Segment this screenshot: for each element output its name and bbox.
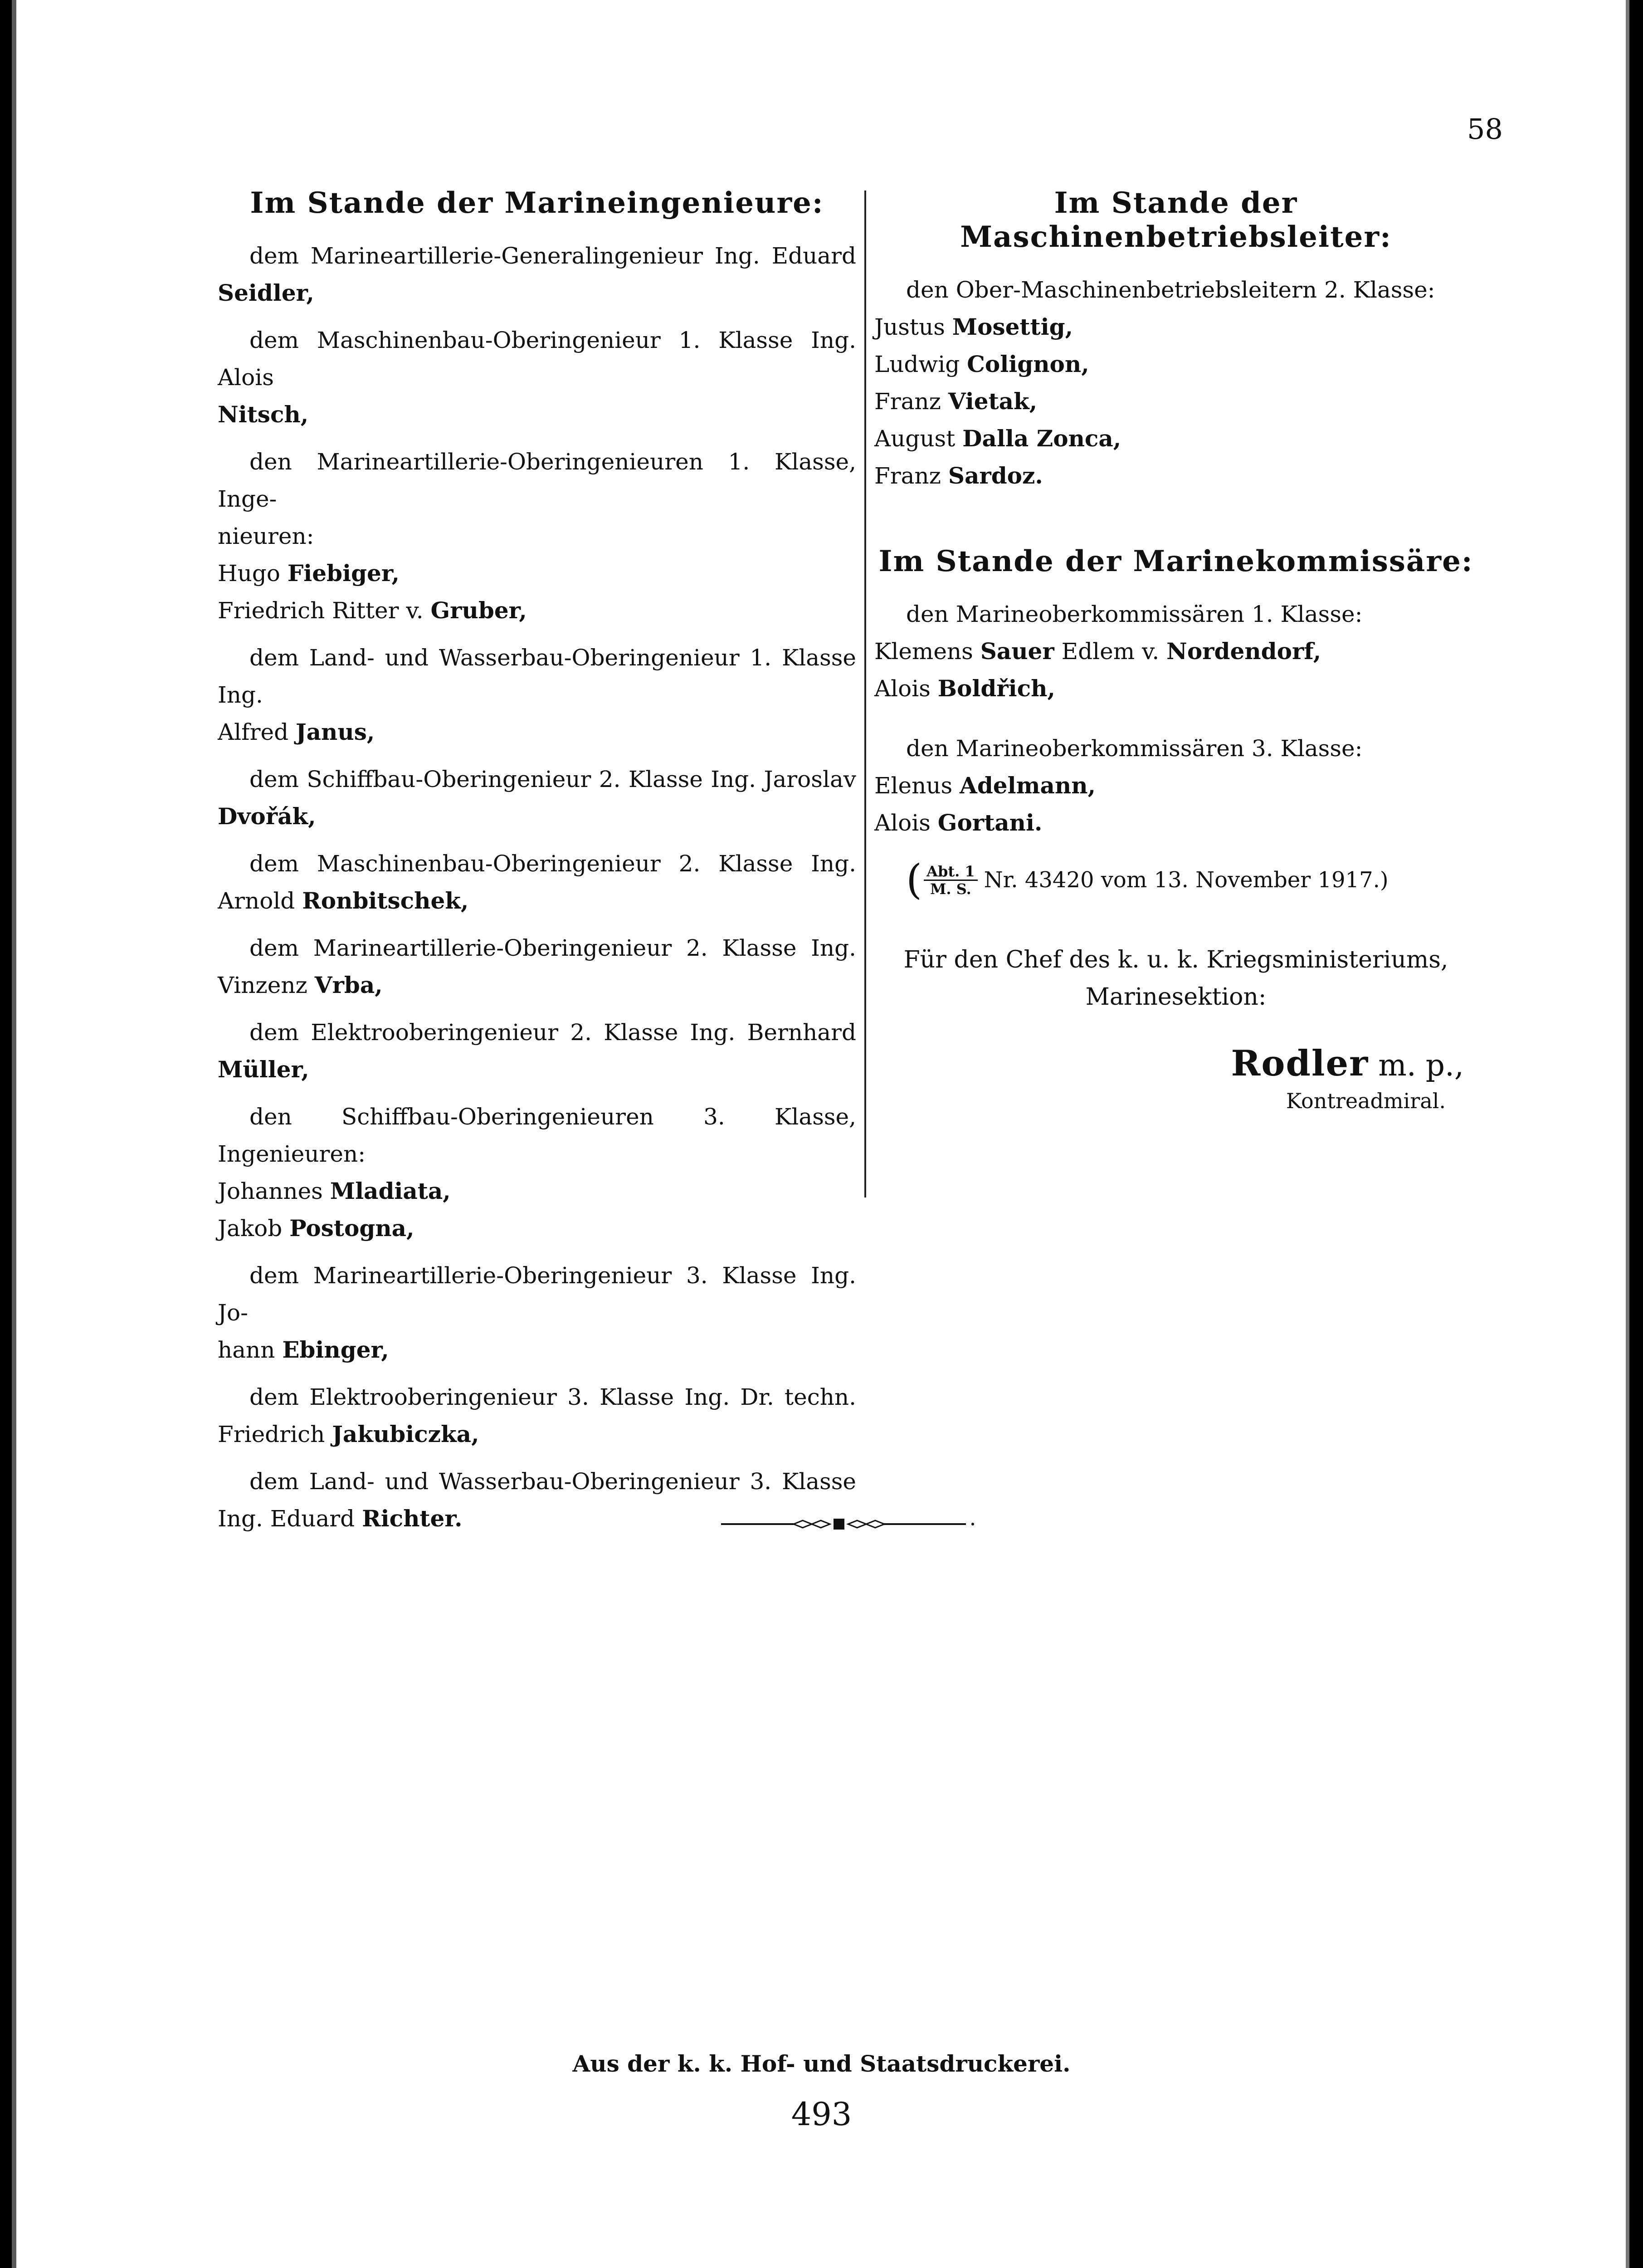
- ornament-divider: [721, 1515, 975, 1533]
- entry-name-line: [218, 714, 856, 751]
- person-name: Ronbitschek,: [302, 887, 469, 914]
- last-name: Adelmann,: [960, 772, 1096, 799]
- name-prefix: hann: [218, 1337, 283, 1363]
- appointment-entry: [218, 1210, 856, 1247]
- person-name: Mladiata,: [330, 1178, 451, 1204]
- last-name: Colignon,: [967, 351, 1089, 377]
- first-name: Klemens: [874, 638, 980, 665]
- open-paren: (: [906, 856, 922, 904]
- left-column: [218, 186, 856, 1547]
- heading-marinekommissaere: Im Stande der Marinekommissäre:: [878, 544, 1473, 578]
- signoff-line-2: Marinesektion:: [1085, 983, 1267, 1011]
- place-name: Nordendorf,: [1166, 638, 1321, 665]
- signoff-line-1: Für den Chef des k. u. k. Kriegsministeriums,: [903, 946, 1448, 973]
- fraction-top: Abt. 1: [924, 863, 978, 881]
- name-prefix: Alfred: [218, 719, 296, 745]
- name-list: [874, 308, 1477, 494]
- heading-marineingenieure: Im Stande der Marineingenieure:: [250, 186, 824, 220]
- name-line: [874, 308, 1477, 346]
- person-name: Vrba,: [314, 972, 383, 998]
- entry-name-line: [218, 274, 856, 312]
- appointment-entry: [218, 929, 856, 1004]
- name-prefix: Johannes: [218, 1178, 330, 1204]
- appointment-entry: [218, 237, 856, 312]
- signature-suffix: m. p.,: [1378, 1048, 1464, 1083]
- name-line: [874, 457, 1477, 494]
- name-title: Edlem v.: [1054, 638, 1167, 665]
- intro-text: den Marineoberkommissären 3. Klasse:: [906, 735, 1363, 762]
- name-line: [874, 804, 1477, 841]
- scan-border-right: [1629, 0, 1643, 2268]
- appointment-entry: [218, 443, 856, 555]
- first-name: Franz: [874, 388, 948, 415]
- entry-name-line: [218, 555, 856, 592]
- signoff: [874, 941, 1477, 1016]
- person-name: Dvořák,: [218, 803, 316, 830]
- intro-text: den Marineoberkommissären 1. Klasse:: [906, 601, 1363, 627]
- name-list: [874, 633, 1477, 707]
- intro-text: den Ober-Maschinenbetriebsleitern 2. Klasse:: [906, 277, 1435, 303]
- person-name: Fiebiger,: [287, 560, 400, 587]
- entry-name-line: [218, 967, 856, 1004]
- last-name: Dalla Zonca,: [962, 425, 1121, 452]
- entry-intro: dem Land- und Wasserbau-Oberingenieur 1. Klasse Ing.: [218, 645, 856, 708]
- person-name: Janus,: [296, 719, 375, 745]
- signature-name: Rodler: [1231, 1043, 1369, 1084]
- entry-intro: den Schiffbau-Oberingenieuren 3. Klasse, Ingenieuren:: [218, 1104, 856, 1167]
- last-name: Sauer: [980, 638, 1054, 665]
- person-name: Gruber,: [430, 597, 527, 624]
- sheet-number: 493: [791, 2096, 852, 2133]
- entry-name-line: [218, 1416, 856, 1453]
- name-line: [874, 670, 1477, 707]
- person-name: Jakubiczka,: [332, 1421, 479, 1447]
- entry-name-line: [218, 396, 856, 433]
- name-prefix: Vinzenz: [218, 972, 315, 998]
- person-name: Richter.: [362, 1505, 463, 1532]
- entry-name-line: [218, 518, 856, 555]
- entry-intro: dem Elektrooberingenieur 2. Klasse Ing. Bernhard: [249, 1019, 856, 1046]
- entry-intro: dem Schiffbau-Oberingenieur 2. Klasse Ing. Jaroslav: [249, 766, 856, 792]
- appointment-entry: [218, 1098, 856, 1210]
- entry-name-line: [218, 592, 856, 629]
- citation-text: Nr. 43420 vom 13. November 1917.): [984, 867, 1389, 893]
- entry-name-line: [218, 798, 856, 835]
- entry-intro: dem Land- und Wasserbau-Oberingenieur 3. Klasse: [249, 1468, 856, 1495]
- scan-border-right-shadow: [1626, 0, 1629, 2268]
- entry-intro: den Marineartillerie-Oberingenieuren 1. Klasse, Inge-: [218, 449, 856, 512]
- entry-name-line: [218, 1051, 856, 1088]
- name-line: [874, 633, 1477, 670]
- entry-name-line: [218, 1210, 856, 1247]
- person-name: Ebinger,: [282, 1336, 389, 1363]
- name-prefix: Hugo: [218, 560, 288, 587]
- last-name: Mosettig,: [952, 313, 1073, 340]
- department-fraction: [924, 863, 978, 897]
- first-name: August: [874, 425, 963, 452]
- signature-rank: Kontreadmiral.: [1286, 1089, 1446, 1113]
- heading-maschinenbetriebsleiter: Im Stande der Maschinenbetriebsleiter:: [960, 186, 1392, 254]
- name-line: [874, 346, 1477, 383]
- entry-intro: dem Marineartillerie-Oberingenieur 3. Klasse Ing. Jo-: [218, 1262, 856, 1326]
- first-name: Alois: [874, 675, 938, 702]
- name-line: [874, 420, 1477, 457]
- name-line: [874, 767, 1477, 804]
- name-prefix: Friedrich: [218, 1421, 332, 1447]
- appointment-entry: [218, 1014, 856, 1088]
- signature: [874, 1043, 1477, 1084]
- appointment-entry: [218, 555, 856, 592]
- appointment-entry: [218, 1378, 856, 1453]
- printer-imprint: Aus der k. k. Hof- und Staatsdruckerei.: [572, 2050, 1071, 2077]
- right-column: [874, 186, 1477, 1113]
- appointment-entry: [218, 322, 856, 433]
- scan-border-left: [0, 0, 12, 2268]
- name-list: [874, 767, 1477, 841]
- entry-name-line: [218, 1173, 856, 1210]
- first-name: Alois: [874, 810, 938, 836]
- last-name: Gortani.: [937, 809, 1043, 836]
- appointment-entry: [218, 639, 856, 751]
- entry-name-line: [218, 882, 856, 919]
- entry-list: [218, 237, 856, 1537]
- page-number: 58: [1467, 112, 1503, 146]
- fraction-bottom: M. S.: [930, 880, 971, 898]
- name-prefix: Ing. Eduard: [218, 1505, 362, 1532]
- entry-intro: dem Marineartillerie-Oberingenieur 2. Klasse Ing.: [249, 935, 856, 961]
- first-name: Elenus: [874, 772, 960, 799]
- person-name: Postogna,: [289, 1215, 414, 1242]
- name-prefix: nieuren:: [218, 523, 314, 549]
- last-name: Vietak,: [948, 388, 1038, 415]
- name-prefix: Friedrich Ritter v.: [218, 597, 431, 624]
- citation: [874, 856, 1477, 904]
- name-prefix: Jakob: [218, 1215, 290, 1242]
- appointment-entry: [218, 1257, 856, 1369]
- entry-intro: dem Marineartillerie-Generalingenieur Ing. Eduard: [249, 243, 856, 269]
- name-line: [874, 383, 1477, 420]
- entry-intro: dem Maschinenbau-Oberingenieur 1. Klasse Ing. Alois: [218, 327, 856, 391]
- first-name: Franz: [874, 463, 948, 489]
- appointment-entry: [218, 761, 856, 835]
- entry-intro: dem Maschinenbau-Oberingenieur 2. Klasse Ing.: [249, 850, 856, 877]
- appointment-entry: [218, 845, 856, 919]
- first-name: Ludwig: [874, 351, 967, 377]
- last-name: Sardoz.: [948, 462, 1043, 489]
- entry-intro: dem Elektrooberingenieur 3. Klasse Ing. Dr. techn.: [249, 1384, 856, 1410]
- name-prefix: Arnold: [218, 888, 302, 914]
- column-divider: [864, 191, 866, 1198]
- scan-border-left-shadow: [12, 0, 16, 2268]
- first-name: Justus: [874, 314, 952, 340]
- entry-name-line: [218, 1331, 856, 1369]
- person-name: Nitsch,: [218, 401, 309, 428]
- appointment-entry: [218, 592, 856, 629]
- last-name: Boldřich,: [937, 675, 1055, 702]
- person-name: Müller,: [218, 1056, 309, 1083]
- person-name: Seidler,: [218, 279, 314, 306]
